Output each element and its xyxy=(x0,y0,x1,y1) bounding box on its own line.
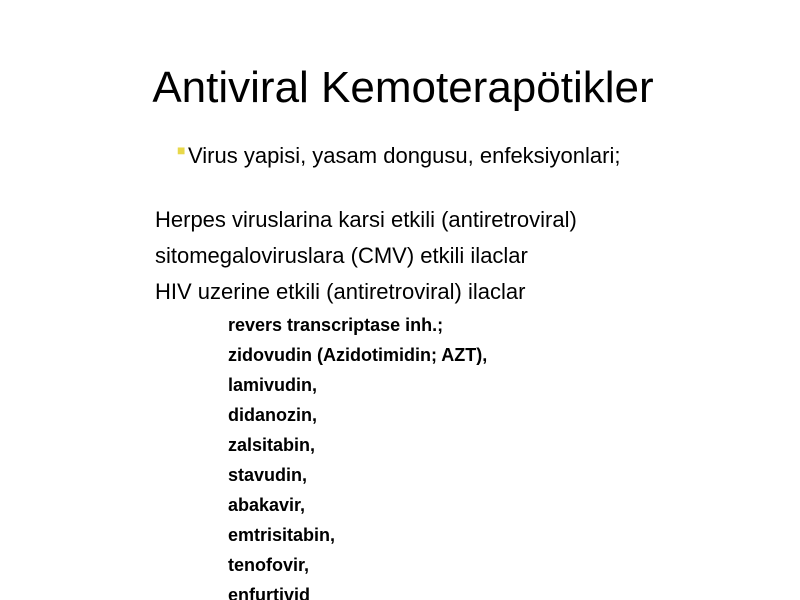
bullet-item xyxy=(177,142,697,170)
drug-list-item: emtrisitabin, xyxy=(228,525,336,545)
text-line: Herpes viruslarina karsi etkili (antiretroviral) xyxy=(155,207,577,232)
drug-list-item: stavudin, xyxy=(228,465,308,485)
drug-list-item: enfurtivid xyxy=(228,585,311,600)
text-line: HIV uzerine etkili (antiretroviral) ilaclar xyxy=(155,279,526,304)
drug-list-item: didanozin, xyxy=(228,405,317,425)
drug-list-item: abakavir, xyxy=(228,495,306,515)
text-line: sitomegaloviruslara (CMV) etkili ilaclar xyxy=(155,243,528,268)
drug-list-item: revers transcriptase inh.; xyxy=(228,315,444,335)
drug-list-item: zidovudin (Azidotimidin; AZT), xyxy=(228,345,488,365)
bullet-text: Virus yapisi, yasam dongusu, enfeksiyonlari; xyxy=(188,143,621,168)
slide-title: Antiviral Kemoterapötikler xyxy=(152,63,654,112)
drug-list-item: lamivudin, xyxy=(228,375,318,395)
drug-list-item: tenofovir, xyxy=(228,555,310,575)
drug-list-item: zalsitabin, xyxy=(228,435,316,455)
bullet-dot-icon: ■ xyxy=(177,142,186,158)
